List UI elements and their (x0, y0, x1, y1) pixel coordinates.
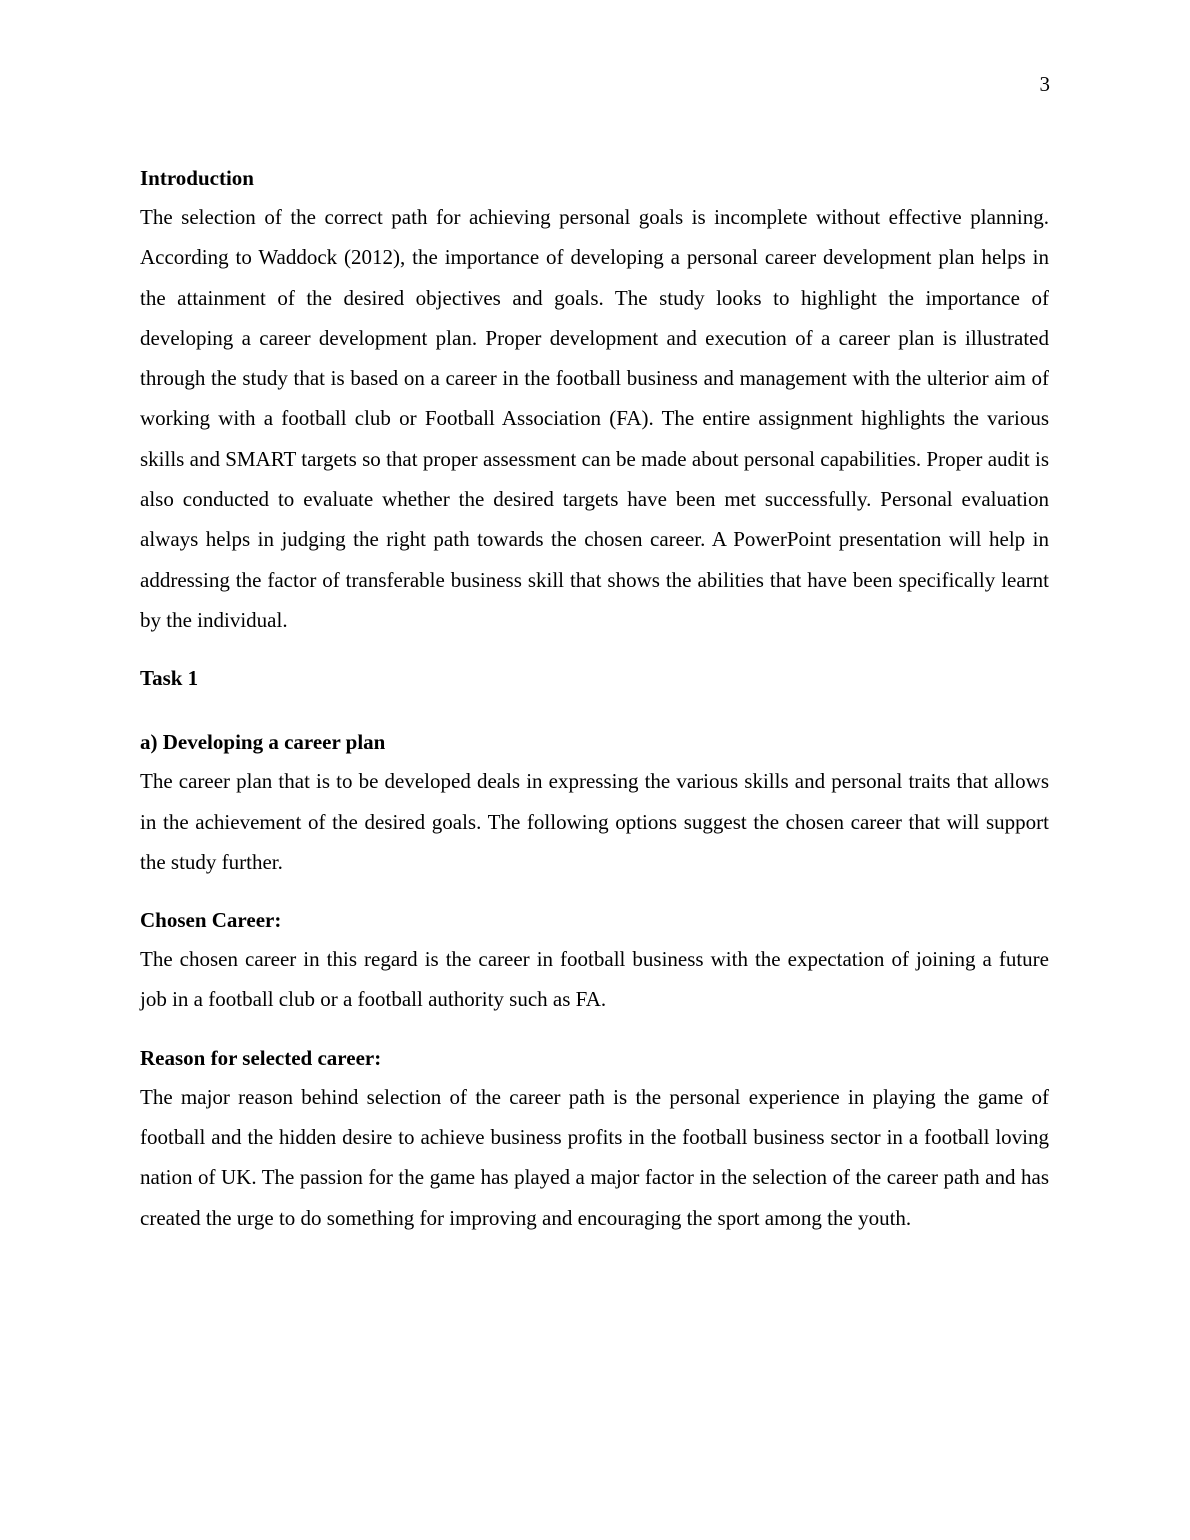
reason-paragraph: The major reason behind selection of the career path is the personal experience in playing the game of football and the hidden desire to achieve business profits in the football business sector in a football loving nation of UK. The passion for the game has played a major factor in the selection of the career path and has created the urge to do something for improving and encouraging the sport among the youth. (140, 1084, 1049, 1230)
page-number: 3 (1039, 72, 1050, 96)
document-body (140, 162, 1049, 1238)
chosen-career-heading: Chosen Career: (140, 908, 282, 933)
task1-heading: Task 1 (140, 666, 199, 691)
career-plan-paragraph: The career plan that is to be developed deals in expressing the various skills and personal traits that allows in the achievement of the desired goals. The following options suggest the chosen career that will support the study further. (140, 769, 1049, 874)
reason-heading: Reason for selected career: (140, 1045, 382, 1070)
chosen-career-paragraph: The chosen career in this regard is the career in football business with the expectation of joining a future job in a football club or a football authority such as FA. (140, 947, 1049, 1012)
career-plan-heading: a) Developing a career plan (140, 730, 386, 755)
introduction-heading: Introduction (140, 166, 254, 190)
introduction-paragraph: The selection of the correct path for achieving personal goals is incomplete without effective planning. According to Waddock (2012), the importance of developing a personal career development plan helps in the attainment of the desired objectives and goals. The study looks to highlight the importance of developing a career development plan. Proper development and execution of a career plan is illustrated through the study that is based on a career in the football business and management with the ulterior aim of working with a football club or Football Association (FA). The entire assignment highlights the various skills and SMART targets so that proper assessment can be made about personal capabilities. Proper audit is also conducted to evaluate whether the desired targets have been met successfully. Personal evaluation always helps in judging the right path towards the chosen career. A PowerPoint presentation will help in addressing the factor of transferable business skill that shows the abilities that have been specifically learnt by the individual. (140, 205, 1049, 632)
